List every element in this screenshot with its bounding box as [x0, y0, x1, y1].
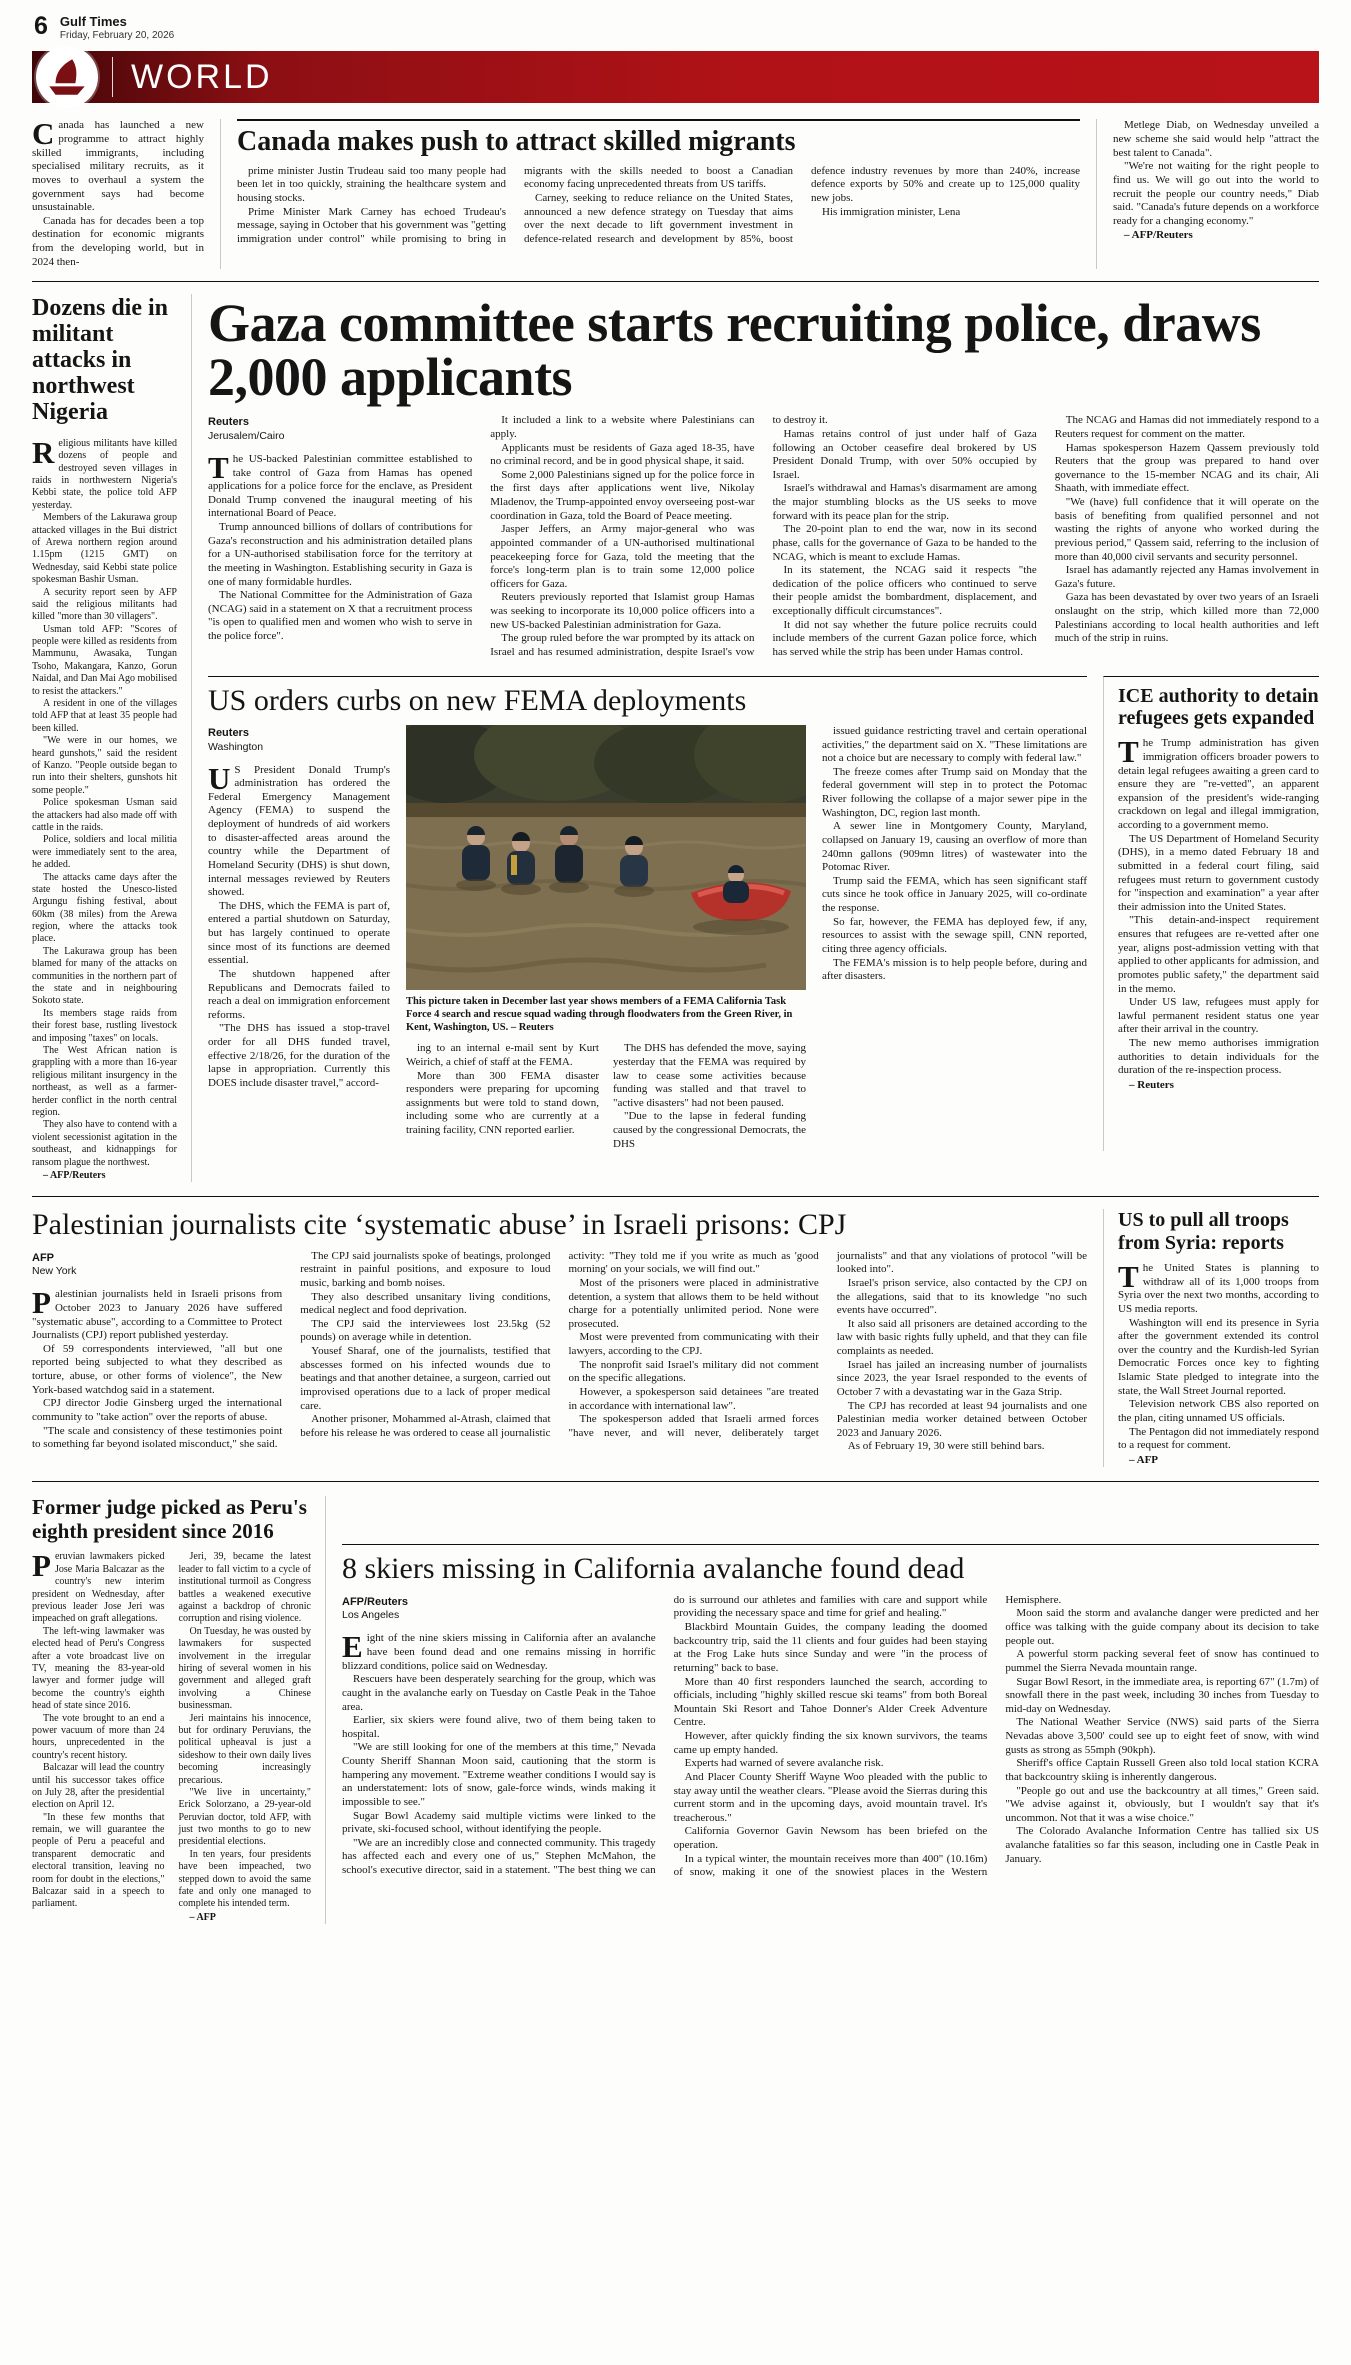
paragraph: It also said all prisoners are detained according to the law with basic rights fully upheld, and that they can file complaints as needed.	[836, 1317, 1087, 1358]
story-syria-troops	[1103, 1209, 1319, 1467]
fema-mid-columns	[406, 1042, 806, 1151]
paragraph: However, after quickly finding the six known survivors, the teams came up empty handed.	[673, 1730, 988, 1756]
dropcap: T	[1118, 734, 1139, 770]
flood-rescue-photo-illustration	[406, 725, 806, 990]
paragraph: The new memo authorises immigration authorities to detain individuals for the duration of the re-inspection process.	[1118, 1037, 1319, 1077]
paragraph: Members of the Lakurawa group attacked villages in the Bui district of Arewa northern region around 1.15pm (1215 GMT) on Wednesday, said Kebbi state police spokesman Bashir Usman.	[32, 512, 177, 586]
paragraph: Trump said the FEMA, which has seen significant staff cuts since he took office in January 2025, will co-ordinate the response.	[822, 874, 1087, 915]
masthead-info	[60, 14, 174, 41]
byline-agency: Reuters	[208, 416, 249, 429]
lead-paragraph	[32, 434, 177, 512]
lead-paragraph	[1118, 734, 1319, 832]
paragraph: Most of the prisoners were placed in administrative detention, a system that allows them to be held without charge for a potentially unlimited period. None were prosecuted.	[568, 1276, 819, 1330]
banner-divider	[112, 57, 113, 97]
dropcap: E	[342, 1629, 363, 1665]
paragraph: The West African nation is grappling with a more than 16-year religious militant insurgency in the northeast, as well as a farmer-herder conflict in the north central region.	[32, 1044, 177, 1118]
paragraph: In ten years, four presidents have been impeached, two stepped down to avoid the same fate and only one managed to complete his intended term.	[178, 1848, 311, 1910]
canada-outro-paragraphs	[1113, 119, 1319, 228]
paragraph: More than 40 first responders launched the search, according to officials, including "highly skilled rescue ski teams" from both Boreal Mountain Ski Resort and Tahoe Donner's Alder Creek Adventure Centre.	[673, 1675, 988, 1729]
byline-location: New York	[32, 1265, 77, 1278]
story-gaza-police	[208, 293, 1319, 659]
paragraph: Hamas retains control of just under half of Gaza following an October ceasefire deal brokered by US President Donald Trump, with over 50% occupied by Israel.	[772, 427, 1037, 481]
paragraph: "We live in uncertainty," Erick Solorzano, a 29-year-old Peruvian doctor, told AFP, with just two months to go to new presidential elections.	[178, 1786, 311, 1848]
masthead	[32, 8, 1319, 51]
paragraph: A security report seen by AFP said the religious militants had killed "more than 30 villagers".	[32, 586, 177, 623]
paragraph: More than 300 FEMA disaster responders were preparing for upcoming assignments but were told to stand down, including some who are currently at a training facility, CNN reported earlier.	[406, 1069, 599, 1137]
paragraph: Sheriff's office Captain Russell Green also told local station KCRA that backcountry skiing is inherently dangerous.	[1005, 1757, 1319, 1783]
story-cpj-report	[32, 1209, 1087, 1467]
byline	[342, 1596, 656, 1623]
paragraph: The Lakurawa group has been blamed for many of the attacks on communities in the northern part of the state and in neighbouring Sokoto state.	[32, 945, 177, 1007]
page-number: 6	[34, 12, 48, 40]
paragraph: The vote brought to an end a power vacuum of more than 24 hours, unprecedented in the country's recent history.	[32, 1712, 165, 1761]
gaza-headline: Gaza committee starts recruiting police, draws 2,000 applicants	[208, 293, 1261, 408]
story-ice-refugees	[1103, 676, 1319, 1152]
paragraph: Police spokesman Usman said the attackers had also made off with cattle in the raids.	[32, 797, 177, 833]
fema-ice-row	[208, 676, 1319, 1152]
story-signoff: – AFP	[1129, 1453, 1159, 1466]
lead-paragraph	[32, 1285, 283, 1343]
paragraph: Earlier, six skiers were found alive, two of them being taken to hospital.	[342, 1714, 656, 1740]
lead-text: eligious militants have killed dozens of people and destroyed seven villages in raids in northwestern Nigeria's Kebbi state, the police told AFP yesterday.	[32, 437, 177, 511]
ice-paragraphs	[1118, 833, 1319, 1078]
dropcap: P	[32, 1548, 51, 1584]
byline-agency: AFP	[32, 1251, 54, 1264]
paper-name: Gulf Times	[59, 14, 127, 29]
paragraph: In its statement, the NCAG said it respects "the dedication of the police officers who continued to serve their people amidst the bombardment, displacement, and exceptionally difficult circumstances".	[772, 564, 1037, 618]
lead-paragraph	[208, 449, 473, 521]
lead-paragraph	[32, 116, 204, 214]
story-california-avalanche	[342, 1544, 1319, 1924]
paragraph: Washington will end its presence in Syria after the government extended its control over the country and the Kurdish-led Syrian Democratic Forces once key to fighting Islamic State pledged to integrate into the state, the Wall Street Journal reported.	[1118, 1316, 1319, 1397]
paragraph: His immigration minister, Lena	[822, 205, 961, 218]
paragraph: Usman told AFP: "Scores of people were killed as residents from Mammunu, Awasaka, Tungan Tsoho, Makangara, Kanzo, Gorun Naidal, and Dan Mai Ago mobilised to resist the attackers."	[32, 623, 177, 697]
paper-logo	[36, 46, 98, 108]
paragraph: Gaza has been devastated by over two years of an Israeli onslaught on the strip, which killed more than 72,000 Palestinians according to local health authorities and left much of the strip in ruins.	[1054, 591, 1319, 645]
byline-location: Jerusalem/Cairo	[208, 429, 285, 442]
byline	[208, 727, 390, 754]
paragraph: Jeri, 39, became the latest leader to fall victim to a cycle of institutional turmoil as Congress battles a weakened executive against a backdrop of chronic corruption and rising violence.	[178, 1551, 311, 1625]
paragraph: Of 59 correspondents interviewed, "all but one reported being subjected to what they described as torture, abuse, or other forms of violence", the New York-based watchdog said in a statement.	[32, 1342, 283, 1396]
paragraph: "We were in our homes, we heard gunshots," said the resident of Kanzo. "People outside began to run into their shelters, gunshots hit some people."	[32, 735, 177, 796]
paragraph: California Governor Gavin Newsom has been briefed on the operation.	[673, 1825, 988, 1852]
nigeria-body	[32, 434, 177, 1182]
dropcap: R	[32, 434, 55, 470]
gaza-body-columns	[208, 414, 1319, 659]
paragraph: issued guidance restricting travel and certain operational activities," the department said on X. "These limitations are not a choice but are necessary to comply with federal law."	[822, 724, 1087, 765]
paper-date: Friday, February 20, 2026	[59, 29, 175, 41]
paragraph: The US Department of Homeland Security (DHS), in a memo dated February 18 and submitted in a federal court filing, said refugees must return to government custody for "inspection and examination" a year after their admission into the United States.	[1118, 832, 1319, 913]
paragraph: Sugar Bowl Resort, in the immediate area, is reporting 67" (1.7m) of snowfall there in the past week, including 30 inches from Tuesday to mid-day on Wednesday.	[1005, 1675, 1319, 1715]
skiers-body-columns	[342, 1594, 1319, 1880]
paragraph: However, a spokesperson said detainees "are treated in accordance with international law".	[568, 1385, 819, 1412]
paragraph: Blackbird Mountain Guides, the company leading the doomed backcountry trip, said the 11 clients and four guides had been staying at the Frog Lake huts since Sunday and were "in the process of returning" back to base.	[673, 1621, 988, 1674]
paragraph: "In these few months that remain, we will guarantee the people of Peru a peaceful and transparent democratic and electoral transition, leaving no room for doubt in the elections," Balcazar said in a speech to parliament.	[32, 1811, 165, 1910]
paragraph: Police, soldiers and local militia were immediately sent to the area, he added.	[32, 834, 177, 871]
paragraph: "This detain-and-inspect requirement ensures that refugees are re-vetted after one year, aligns post-admission vetting with that applied to other applicants for admission, and promotes public safety," the department said in the memo.	[1118, 914, 1319, 995]
paragraph: The left-wing lawmaker was elected head of Peru's Congress after a vote broadcast live on TV, meaning the 83-year-old lawyer and former judge will become the country's eighth head of state since 2016.	[32, 1625, 165, 1712]
gaza-paragraphs	[208, 414, 1319, 659]
paragraph: The DHS, which the FEMA is part of, entered a partial shutdown on Saturday, but has largely continued to operate since most of its functions are deemed essential.	[208, 899, 390, 967]
paragraph: The Pentagon did not immediately respond to a request for comment.	[1118, 1425, 1319, 1452]
paragraph: So far, however, the FEMA has deployed few, if any, resources to assist with the sewage spill, CNN reported, citing three agency officials.	[822, 915, 1087, 955]
paragraph: The National Weather Service (NWS) said parts of the Sierra Nevadas above 3,500' could see up to eight feet of snow, with wind gusts as strong as 55mph (90kph).	[1005, 1716, 1319, 1756]
main-band	[32, 294, 1319, 1197]
syria-body	[1118, 1259, 1319, 1467]
canada-outro-column	[1113, 119, 1319, 269]
paragraph: "Due to the lapse in federal funding caused by the congressional Democrats, the DHS	[613, 1110, 806, 1150]
paragraph: "People go out and use the backcountry at all times," Green said. "We advise against it, obviously, but I wouldn't say that it's uncommon. Not that it was a wise choice."	[1005, 1784, 1319, 1824]
fema-flood-photo	[406, 725, 806, 990]
lead-text: S President Donald Trump's administration has ordered the Federal Emergency Management Agency (FEMA) to suspend the deployment of hundreds of aid workers to disaster-affected areas around the country while the Department of Homeland Security (DHS) is shut down, internal messages reviewed by Reuters showed.	[208, 763, 390, 899]
byline-agency: AFP/Reuters	[342, 1595, 409, 1608]
paragraph: Some 2,000 Palestinians signed up for the police force in the first days after applications went live, Nikolay Mladenov, the Trump-appointed envoy overseeing post-war coordination in Gaza, told the Board of Peace meeting.	[490, 468, 755, 522]
paragraph: Jasper Jeffers, an Army major-general who was appointed commander of a UN-authorised multinational peacekeeping force for Gaza, told the meeting that the force's long-term plan is to train some 12,000 police officers for Gaza.	[490, 523, 755, 590]
story-signoff: – AFP/Reuters	[43, 1169, 106, 1181]
paragraph: "The DHS has issued a stop-travel order for all DHS funded travel, effective 2/18/26, for the duration of the lapse in appropriation. Currently this DOES include disaster travel," accord-	[208, 1022, 390, 1089]
paragraph: Moon said the storm and avalanche danger were predicted and her office was talking with the guide company about its decision to take people out.	[1005, 1607, 1319, 1647]
cpj-paragraphs	[32, 1250, 1087, 1454]
paragraph: The freeze comes after Trump said on Monday that the federal government will step in to protect the Potomac River following the collapse of a major sewer pipe in the Washington, DC, region last month.	[822, 765, 1087, 819]
paragraph: The nonprofit said Israel's military did not comment on the specific allegations.	[568, 1358, 819, 1385]
section-banner	[32, 51, 1319, 103]
story-peru-president	[32, 1496, 326, 1924]
byline-location: Los Angeles	[342, 1609, 400, 1622]
paragraph: ing to an internal e-mail sent by Kurt Weirich, a chief of staff at the FEMA.	[406, 1042, 599, 1068]
ice-body	[1118, 734, 1319, 1092]
dhow-logo-icon	[42, 52, 92, 102]
fema-photo-column	[406, 725, 806, 1151]
paragraph: The 20-point plan to end the war, now in its second phase, calls for the governance of Gaza to be handed to the NCAG, which is meant to exclude Hamas.	[772, 523, 1037, 563]
dropcap: C	[32, 116, 55, 152]
canada-body-columns	[237, 165, 1080, 247]
paragraph: The NCAG and Hamas did not immediately respond to a Reuters request for comment on the matter.	[1054, 414, 1319, 440]
byline-location: Washington	[208, 740, 264, 753]
story-signoff: – AFP/Reuters	[1124, 229, 1193, 242]
paragraph: "We are an incredibly close and connected community. This tragedy has affected each and every one of us," Stephen McMahon, the school's executive director, said in a statement. "The best thing we can do is surround our athletes and families with care and support while providing the necessary space and time for grief and healing."	[342, 1593, 988, 1877]
paragraph: The CPJ said the interviewees lost 23.5kg (52 pounds) on average while in detention.	[300, 1317, 551, 1344]
story-signoff: – Reuters	[1129, 1078, 1174, 1091]
paragraph: And Placer County Sheriff Wayne Woo pleaded with the public to stay away until the weather clears. "Please avoid the Sierras during this current storm and in the upcoming days, avoid mountain travel. It's treacherous."	[673, 1770, 988, 1824]
dropcap: T	[1118, 1259, 1139, 1295]
paragraph: A sewer line in Montgomery County, Maryland, collapsed on January 19, causing an overflow of more than 240mn gallons (909mn litres) of wastewater into the Potomac River.	[822, 820, 1087, 874]
paragraph: The FEMA's mission is to help people before, during and after disasters.	[822, 956, 1087, 983]
fema-left-column	[208, 725, 390, 1151]
nigeria-headline: Dozens die in militant attacks in northwest Nigeria	[32, 295, 169, 425]
paragraph: Experts had warned of severe avalanche risk.	[684, 1757, 884, 1770]
paragraph: Most were prevented from communicating with their lawyers, according to the CPJ.	[568, 1331, 819, 1358]
bottom-band	[32, 1496, 1319, 1924]
paragraph: The National Committee for the Administration of Gaza (NCAG) said in a statement on X that a recruitment process "is open to qualified men and women who wish to serve in the police force".	[208, 589, 473, 643]
byline	[32, 1252, 282, 1279]
paragraph: CPJ director Jodie Ginsberg urged the international community to "take action" over the reports of abuse.	[32, 1397, 283, 1423]
paragraph: The group ruled before the war prompted by its attack on Israel and has resumed administration, despite Israel's vow to destroy it.	[490, 414, 828, 658]
paragraph: Israel has adamantly rejected any Hamas involvement in Gaza's future.	[1054, 564, 1319, 590]
fema-right-column	[822, 725, 1087, 1151]
paragraph: Balcazar will lead the country until his successor takes office on July 28, after the presidential election on April 12.	[32, 1762, 165, 1811]
paragraph: Under US law, refugees must apply for lawful permanent resident status one year after their arrival in the country.	[1118, 996, 1319, 1036]
paragraph: Metlege Diab, on Wednesday unveiled a new scheme she said would help "attract the best talent to Canada".	[1113, 119, 1319, 159]
paragraph: "We're not waiting for the right people to find us. We will go out into the world to recruit the people our country needs," Diab said. "Canada's future depends on a workforce ready for a changing economy."	[1113, 160, 1319, 227]
paragraph: The CPJ said journalists spoke of beatings, prolonged restraint in painful positions, and exposure to loud music, barking and bomb noises.	[300, 1249, 551, 1289]
paragraph: They also have to contend with a violent secessionist agitation in the southeast, and kidnappings for ransom plague the northwest.	[32, 1119, 177, 1168]
lead-text: ight of the nine skiers missing in California after an avalanche have been found dead and one remains missing in horrific blizzard conditions, police said on Wednesday.	[342, 1632, 656, 1672]
paragraph: Television network CBS also reported on the plan, citing unnamed US officials.	[1118, 1398, 1319, 1424]
story-canada-migrants	[32, 116, 1319, 282]
canada-headline: Canada makes push to attract skilled migrants	[237, 119, 1080, 156]
byline-agency: Reuters	[208, 726, 249, 739]
syria-paragraphs	[1118, 1317, 1319, 1453]
paragraph: As of February 19, 30 were still behind bars.	[847, 1440, 1045, 1453]
fema-grid	[208, 725, 1087, 1151]
paragraph: The CPJ has recorded at least 94 journalists and one Palestinian media worker detained between October 2023 and January 2026.	[836, 1399, 1087, 1439]
paragraph: Sugar Bowl Academy said multiple victims were linked to the private, ski-focused school, without identifying the people.	[342, 1809, 656, 1836]
lead-text: eruvian lawmakers picked Jose Maria Balcazar as the country's new interim president on Wednesday, after previous leader Jose Jeri was impeached on graft allegations.	[32, 1551, 165, 1625]
paragraph: Prime Minister Mark Carney has echoed Trudeau's message, saying in October that his government was "getting immigration under control" while promising to bring in migrants with the skills needed to boost a Canadian economy facing unprecedented threats from US tariffs.	[237, 164, 793, 245]
paragraph: It included a link to a website where Palestinians can apply.	[490, 414, 755, 440]
paragraph: Reuters previously reported that Islamist group Hamas was seeking to incorporate its 10,000 police officers into a new US-backed Palestinian administration for Gaza.	[490, 591, 755, 631]
paragraph: prime minister Justin Trudeau said too many people had been let in too quickly, straining the healthcare system and housing stocks.	[237, 164, 506, 205]
lead-paragraph	[1118, 1259, 1319, 1317]
paragraph: Israel has jailed an increasing number of journalists since 2023, the year Israel responded to the events of October 7 with a devastating war in the Gaza Strip.	[836, 1358, 1087, 1398]
section-title: WORLD	[131, 57, 273, 96]
paragraph: Applicants must be residents of Gaza aged 18-35, have no criminal record, and be in good physical shape, it said.	[490, 441, 755, 468]
paragraph: Israel's withdrawal and Hamas's disarmament are among the major stumbling blocks as the US seeks to move forward with its peace plan for the strip.	[772, 482, 1037, 522]
paragraph: The shutdown happened after Republicans and Democrats failed to reach a deal on immigration enforcement reforms.	[208, 967, 390, 1021]
lead-text: he United States is planning to withdraw all of its 1,000 troops from Syria over the next two months, according to US media reports.	[1118, 1262, 1319, 1315]
skiers-headline: 8 skiers missing in California avalanche found dead	[342, 1552, 965, 1586]
dropcap: T	[208, 449, 229, 485]
lead-paragraph	[208, 760, 390, 900]
lead-text: he US-backed Palestinian committee established to take control of Gaza from Hamas has opened applications for a police force for the enclave, as President Donald Trump convened the inaugural meeting of his international Board of Peace.	[208, 452, 473, 520]
paragraph: A resident in one of the villages told AFP that at least 35 people had been killed.	[32, 698, 177, 734]
cpj-body-columns	[32, 1250, 1087, 1454]
paragraph: Its members stage raids from their forest base, rustling livestock and imposing "taxes" on locals.	[32, 1007, 177, 1044]
paragraph: The attacks came days after the state hosted the Unesco-listed Argungu fishing festival, about 60km (38 miles) from the Arewa region, where the attacks took place.	[32, 871, 177, 945]
canada-main-column	[220, 119, 1097, 269]
paragraph: Hamas spokesperson Hazem Qassem previously told Reuters that the group was prepared to hand over governance to the 15-member NCAG and its chair, Ali Shaath, with immediate effect.	[1054, 441, 1319, 495]
lead-text: he Trump administration has given immigration officers broader powers to detain legal refugees awaiting a green card to ensure they are "re-vetted", an apparent expansion of the president's wide-ranging crackdown on legal and illegal immigration, according to a government memo.	[1118, 737, 1319, 832]
canada-intro-column	[32, 116, 204, 269]
paragraph: Israel's prison service, also contacted by the CPJ on the allegations, said that to its knowledge "no such events have occurred".	[836, 1276, 1087, 1317]
story-nigeria-attacks	[32, 294, 192, 1182]
syria-headline: US to pull all troops from Syria: reports	[1118, 1209, 1289, 1254]
cpj-headline: Palestinian journalists cite ‘systematic abuse’ in Israeli prisons: CPJ	[32, 1208, 847, 1242]
paragraph: In a typical winter, the mountain receives more than 400" (10.16m) of snow, making it one of the snowiest places in the Western Hemisphere.	[673, 1593, 1062, 1879]
paragraph: Trump announced billions of dollars of contributions for Gaza's reconstruction and his administration detailed plans for a UN-authorised stabilisation force for the territory at the meeting in Washington. Establishing security in Gaza is one of many formidable hurdles.	[208, 521, 473, 588]
paragraph: "The scale and consistency of these testimonies point to something far beyond isolated misconduct," she said.	[32, 1424, 283, 1451]
story-signoff: – AFP	[189, 1911, 216, 1923]
lead-paragraph	[32, 1548, 165, 1625]
paragraph: The DHS has defended the move, saying yesterday that the FEMA was required by law to cease some activities because funding was stalled and that travel to "active disasters" had not been paused.	[613, 1042, 806, 1109]
story-fema-curbs	[208, 676, 1087, 1152]
fema-headline: US orders curbs on new FEMA deployments	[208, 683, 747, 717]
lead-text: alestinian journalists held in Israeli prisons from October 2023 to January 2026 have suffered "systematic abuse", according to a Committee to Protect Journalists (CPJ) report published yesterday.	[32, 1288, 283, 1342]
paragraph: It did not say whether the future police recruits could include members of the current Gazan police force, which has served while the strip has been under Hamas control.	[772, 618, 1037, 658]
fema-left-paragraphs	[208, 900, 390, 1091]
byline	[208, 416, 472, 443]
photo-caption: This picture taken in December last year shows members of a FEMA California Task Force 4 search and rescue squad wading through floodwaters from the Green River, in Kent, Washington, US. – Reuters	[406, 995, 793, 1034]
paragraph: "We (have) full confidence that it will operate on the basis of benefiting from qualified personnel and not wasting the rights of anyone who worked during the previous period," Qassem said, referring to the inclusion of more than 40,000 civil servants and security personnel.	[1054, 496, 1319, 563]
lead-paragraph	[342, 1629, 656, 1673]
paragraph: Another prisoner, Mohammed al-Atrash, claimed that before his release he was ordered to cease all journalistic activity: "They told me if you write as much as 'good morning' on your socials, we will find out."	[300, 1249, 819, 1439]
lead-text: anada has launched a new programme to attract highly skilled immigrants, including specialised military recruits, as it moves to overhaul a system the government says had become unsustainable.	[32, 119, 204, 214]
peru-body-columns	[32, 1548, 311, 1924]
paragraph: Canada has for decades been a top destination for economic migrants from the developing world, but in 2024 then-	[32, 214, 204, 268]
main-area	[208, 294, 1319, 1182]
paragraph: Yousef Sharaf, one of the journalists, testified that abscesses formed on his infected wounds due to beatings and that another detainee, a surgeon, carried out improvised operations due to a lack of proper medical care.	[300, 1345, 551, 1412]
cpj-syria-row	[32, 1209, 1319, 1482]
peru-headline: Former judge picked as Peru's eighth president since 2016	[32, 1495, 307, 1543]
ice-headline: ICE authority to detain refugees gets expanded	[1118, 684, 1319, 729]
paragraph: Carney, seeking to reduce reliance on the United States, announced a new defence strategy on Tuesday that aims over the next decade to lift government investment in defence-related research and development by 85%, boost defence industry revenues by more than 240%, increase defence exports by 50% and create up to 125,000 quality new jobs.	[524, 164, 1080, 245]
paragraph: A powerful storm packing several feet of snow has continued to pummel the Sierra Nevada mountain range.	[1005, 1648, 1319, 1674]
paragraph: The spokesperson added that Israeli armed forces "have never, and will never, deliberately target journalists" and that any violations of protocol "will be looked into".	[568, 1249, 1087, 1439]
paragraph: On Tuesday, he was ousted by lawmakers for suspected involvement in the irregular hiring of several women in his government and alleged graft involving a Chinese businessman.	[178, 1625, 311, 1712]
paragraph: Rescuers have been desperately searching for the group, which was caught in the avalanche early on Tuesday on Castle Peak in the Tahoe area.	[342, 1673, 656, 1713]
paragraph: "We are still looking for one of the members at this time," Nevada County Sheriff Shannan Moon said, cautioning that the storm is hampering any movement. "Extreme weather conditions I would say is an understatement: lots of snow, gale-force winds, winds making it impossible to see."	[342, 1741, 656, 1808]
paragraph: They also described unsanitary living conditions, medical neglect and food deprivation.	[300, 1290, 551, 1317]
paragraph: Jeri maintains his innocence, but for ordinary Peruvians, the political upheaval is just a sideshow to their own daily lives becoming increasingly precarious.	[178, 1712, 311, 1786]
dropcap: P	[32, 1285, 51, 1321]
nigeria-paragraphs	[32, 512, 177, 1169]
dropcap: U	[208, 760, 231, 796]
paragraph: The Colorado Avalanche Information Centre has tallied six US avalanche fatalities so far this season, including one in Castle Peak in January.	[1005, 1825, 1319, 1865]
canada-intro-paragraphs	[32, 215, 204, 270]
